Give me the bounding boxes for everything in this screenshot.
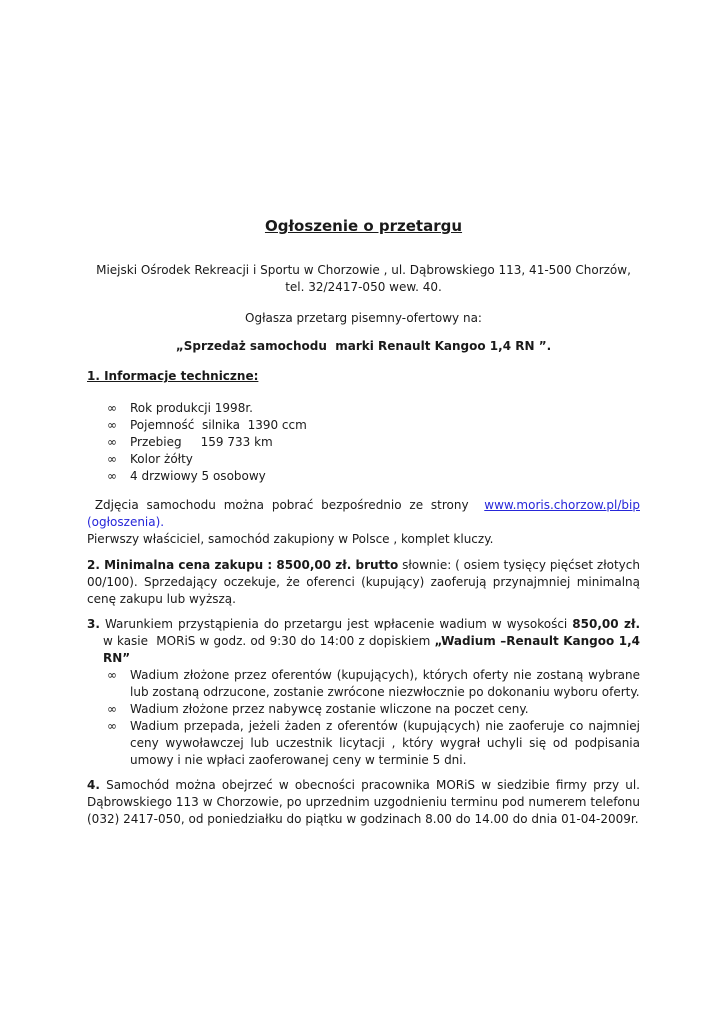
photos-paragraph: [87, 497, 644, 531]
deposit-rules-list: [87, 667, 644, 769]
list-item-label: Rok produkcji 1998r.: [130, 401, 253, 415]
document-title: Ogłoszenie o przetargu: [264, 217, 463, 235]
owner-line: Pierwszy właściciel, samochód zakupiony w Polsce , komplet kluczy.: [87, 532, 494, 546]
list-item-label: Przebieg 159 733 km: [130, 435, 273, 449]
section3-number: 3.: [87, 617, 100, 631]
list-item-label: Wadium złożone przez nabywcę zostanie wliczone na poczet ceny.: [130, 702, 529, 716]
photos-text: Zdjęcia samochodu można pobrać bezpośrednio ze strony: [87, 498, 485, 512]
org-address-block: [87, 262, 640, 296]
bullet-icon: ∞: [107, 418, 117, 432]
list-item-label: Kolor żółty: [130, 452, 193, 466]
section4-number: 4.: [87, 778, 100, 792]
section3-paragraph: [87, 616, 645, 667]
bullet-icon: ∞: [107, 452, 117, 466]
section3-text2: w kasie MORiS w godz. od 9:30 do 14:00 z dopiskiem: [103, 617, 644, 648]
bullet-icon: ∞: [107, 668, 117, 682]
bullet-icon: ∞: [107, 719, 117, 733]
photos-link-suffix: (ogłoszenia).: [87, 498, 644, 529]
bullet-icon: ∞: [107, 469, 117, 483]
document-content: [87, 216, 645, 828]
announcement-line: Ogłasza przetarg pisemny-ofertowy na:: [245, 311, 482, 325]
bullet-icon: ∞: [107, 401, 117, 415]
section3-deposit-amount: 850,00 zł.: [572, 617, 641, 631]
section3-deposit-title: „Wadium –Renault Kangoo 1,4 RN”: [103, 634, 645, 665]
section3-block: [87, 616, 645, 769]
list-item-mileage: [87, 434, 640, 451]
tender-subject-line: „Sprzedaż samochodu marki Renault Kangoo 1,4 RN ”.: [175, 339, 552, 353]
org-address-line1: Miejski Ośrodek Rekreacji i Sportu w Chorzowie , ul. Dąbrowskiego 113, 41-500 Chorzów,: [96, 263, 631, 277]
section2-paragraph: [87, 557, 644, 608]
list-item-production-year: [87, 400, 640, 417]
list-item-engine-capacity: [87, 417, 640, 434]
list-item-label: 4 drzwiowy 5 osobowy: [130, 469, 266, 483]
list-item-deposit-forfeited: [87, 718, 644, 769]
section1-heading: 1. Informacje techniczne:: [87, 369, 259, 383]
list-item-color: [87, 451, 640, 468]
section3-text1: Warunkiem przystąpienia do przetargu jest wpłacenie wadium w wysokości: [99, 617, 573, 631]
list-item-deposit-returned: [87, 667, 644, 701]
org-phone-line: tel. 32/2417-050 wew. 40.: [285, 280, 442, 294]
section4-text: Samochód można obejrzeć w obecności pracownika MORiS w siedzibie firmy przy ul. Dąbrowskiego 113 w Chorzowie, po uprzednim uzgodnieniu terminu pod numerem telefonu (032) 2417-050, od poniedziałku do piątku w godzinach 8.00 do 14.00 do dnia 01-04-2009r.: [87, 778, 644, 826]
bullet-icon: ∞: [107, 435, 117, 449]
section2-bold-lead: 2. Minimalna cena zakupu : 8500,00 zł. brutto: [87, 558, 399, 572]
section4-paragraph: [87, 777, 644, 828]
list-item-label: Wadium złożone przez oferentów (kupujących), których oferty nie zostaną wybrane lub zostaną odrzucone, zostanie zwrócone niezwłocznie po dokonaniu wyboru oferty.: [130, 668, 644, 699]
photos-hyperlink[interactable]: www.moris.chorzow.pl/bip: [484, 498, 640, 512]
list-item-deposit-credited: [87, 701, 640, 718]
list-item-doors-seats: [87, 468, 640, 485]
list-item-label: Pojemność silnika 1390 ccm: [130, 418, 307, 432]
list-item-label: Wadium przepada, jeżeli żaden z oferentów (kupujących) nie zaoferuje co najmniej ceny wywoławczej lub uczestnik licytacji , który wygrał uchyli się od podpisania umowy i nie wpłaci zaoferowanej ceny w terminie 5 dni.: [130, 719, 644, 767]
bullet-icon: ∞: [107, 702, 117, 716]
section2-text: słownie: ( osiem tysięcy pięćset złotych 00/100). Sprzedający oczekuje, że oferenci (kupujący) zaoferują przynajmniej minimalną cenę zakupu lub wyższą.: [87, 558, 644, 606]
technical-info-list: [87, 400, 640, 485]
